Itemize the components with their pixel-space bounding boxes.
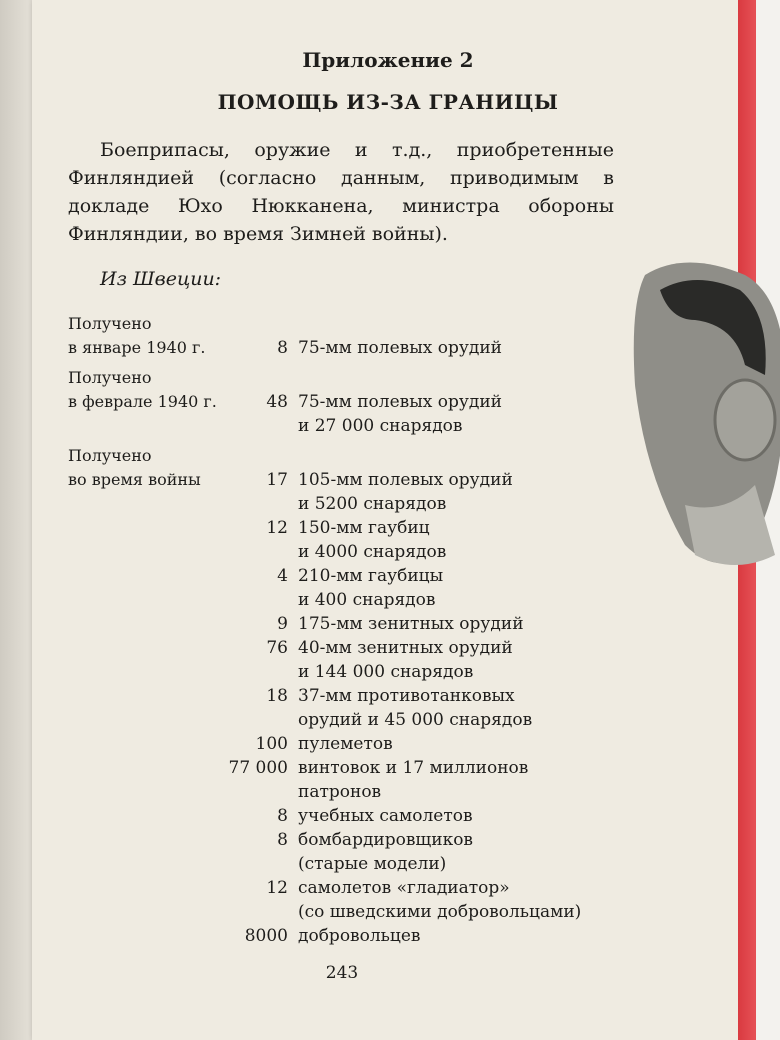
item-description-line: и 27 000 снарядов [298, 416, 463, 436]
item-quantity: 100 [255, 734, 288, 754]
item-quantity: 12 [266, 518, 288, 538]
item-quantity: 17 [266, 470, 288, 490]
item-description [298, 516, 648, 564]
item-description [298, 336, 648, 360]
entry-items [218, 444, 648, 948]
item-description-line: 75-мм полевых орудий [298, 338, 502, 358]
item-quantity: 76 [266, 638, 288, 658]
list-item [218, 876, 648, 924]
item-description-line: 40-мм зенитных орудий [298, 638, 513, 658]
entry-label-line: в январе 1940 г. [68, 338, 206, 357]
item-description-line: (со шведскими добровольцами) [298, 902, 582, 922]
page-number: 243 [325, 963, 359, 983]
item-description-line: 75-мм полевых орудий [298, 392, 502, 412]
item-description-line: бомбардировщиков [298, 830, 473, 850]
item-description [298, 636, 648, 684]
item-description-line: и 4000 снарядов [298, 542, 447, 562]
list-item [218, 924, 648, 948]
item-description-line: добровольцев [298, 926, 421, 946]
appendix-label: Приложение 2 [302, 48, 474, 72]
item-quantity: 77 000 [228, 758, 288, 778]
list-item [218, 336, 648, 360]
item-quantity: 18 [266, 686, 288, 706]
entry-label-line: во время войны [68, 470, 201, 489]
list-item [218, 612, 648, 636]
entry-label [68, 312, 218, 360]
entry-label-line: Получено [68, 446, 152, 465]
supply-entry [68, 366, 648, 438]
list-item [218, 636, 648, 684]
item-description-line: самолетов «гладиатор» [298, 878, 510, 898]
section-title: ПОМОЩЬ ИЗ-ЗА ГРАНИЦЫ [217, 90, 559, 114]
subheading-sweden: Из Швеции: [100, 268, 222, 290]
item-description-line: и 5200 снарядов [298, 494, 447, 514]
item-description-line: пулеметов [298, 734, 393, 754]
item-description-line: учебных самолетов [298, 806, 473, 826]
item-description-line: 175-мм зенитных орудий [298, 614, 524, 634]
item-quantity: 8 [277, 338, 288, 358]
item-quantity: 9 [277, 614, 288, 634]
item-description [298, 564, 648, 612]
item-description [298, 876, 648, 924]
item-quantity: 8 [277, 830, 288, 850]
item-description [298, 924, 648, 948]
list-item [218, 516, 648, 564]
list-item [218, 756, 648, 804]
entry-label [68, 444, 218, 492]
item-description [298, 732, 648, 756]
item-description [298, 612, 648, 636]
item-description [298, 390, 648, 438]
list-item [218, 684, 648, 732]
item-description-line: орудий и 45 000 снарядов [298, 710, 533, 730]
item-description-line: 210-мм гаубицы [298, 566, 444, 586]
item-quantity: 4 [277, 566, 288, 586]
item-quantity: 12 [266, 878, 288, 898]
item-description-line: 37-мм противотанковых [298, 686, 515, 706]
item-quantity: 8 [277, 806, 288, 826]
list-item [218, 564, 648, 612]
metal-cutter-tool [625, 255, 780, 575]
list-item [218, 804, 648, 828]
supply-entry [68, 312, 648, 360]
item-description [298, 468, 648, 516]
supply-entry [68, 444, 648, 948]
list-item [218, 390, 648, 438]
item-description-line: 150-мм гаубиц [298, 518, 430, 538]
item-description-line: винтовок и 17 миллионов [298, 758, 529, 778]
list-item [218, 732, 648, 756]
item-description-line: патронов [298, 782, 382, 802]
entry-label-line: Получено [68, 314, 152, 333]
item-description-line: (старые модели) [298, 854, 447, 874]
item-quantity: 48 [266, 392, 288, 412]
entry-label-line: в феврале 1940 г. [68, 392, 217, 411]
entry-label-line: Получено [68, 368, 152, 387]
item-description [298, 828, 648, 876]
item-description [298, 684, 648, 732]
item-description-line: и 400 снарядов [298, 590, 436, 610]
list-item [218, 828, 648, 876]
list-item [218, 468, 648, 516]
item-description-line: 105-мм полевых орудий [298, 470, 513, 490]
supply-list [68, 312, 648, 954]
entry-items [218, 366, 648, 438]
intro-paragraph: Боеприпасы, оружие и т.д., приобретенные Финляндией (согласно данным, приводимым в докладе Юхо Нюкканена, министра обороны Финляндии, во время Зимней войны). [68, 139, 614, 245]
entry-items [218, 312, 648, 360]
item-quantity: 8000 [244, 926, 288, 946]
item-description [298, 756, 648, 804]
item-description [298, 804, 648, 828]
entry-label [68, 366, 218, 414]
item-description-line: и 144 000 снарядов [298, 662, 474, 682]
